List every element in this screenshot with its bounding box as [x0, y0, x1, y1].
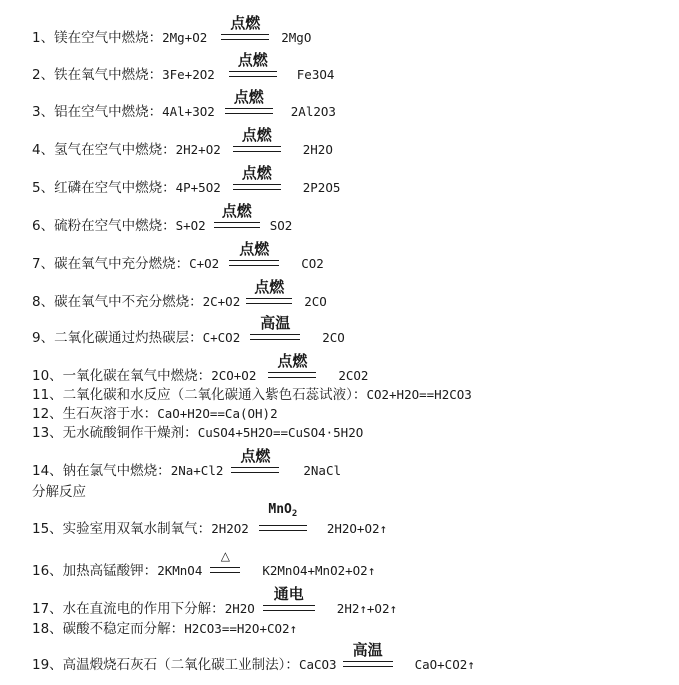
section-heading-decomposition — [32, 484, 86, 500]
line-label: 1、镁在空气中燃烧： — [32, 30, 163, 46]
reaction-condition — [214, 202, 260, 230]
reactants: S+O2 — [175, 218, 206, 233]
condition-text: 高温 — [352, 641, 383, 659]
reactants: 2H2O — [224, 601, 255, 616]
equation-line-3 — [32, 88, 336, 120]
reactants: 2CO+O2 — [211, 368, 257, 383]
equation-line-5 — [32, 164, 341, 196]
equation: CaO+H2O==Ca(OH)2 — [157, 406, 278, 421]
condition-text: 点燃 — [237, 51, 268, 69]
catalyst-formula: MnO — [268, 502, 292, 517]
line-label: 18、碳酸不稳定而分解： — [32, 621, 185, 637]
double-bar-icon — [343, 661, 393, 667]
reaction-condition — [343, 641, 393, 669]
products: 2H2O+O2↑ — [326, 521, 388, 536]
section-heading: 分解反应 — [32, 484, 86, 500]
equation-line-7 — [32, 240, 324, 272]
line-label: 16、加热高锰酸钾： — [32, 563, 158, 579]
reaction-condition — [259, 502, 307, 533]
products: 2CO — [304, 294, 327, 309]
line-label: 4、氢气在空气中燃烧： — [32, 142, 176, 158]
line-label: 2、铁在氧气中燃烧： — [32, 67, 163, 83]
reaction-condition — [221, 14, 269, 42]
reaction-condition — [233, 164, 281, 192]
double-bar-icon — [221, 34, 269, 40]
condition-text: 点燃 — [241, 164, 272, 182]
condition-text: 点燃 — [240, 447, 271, 465]
reactants: 2H2O2 — [211, 521, 249, 536]
equation-line-2 — [32, 51, 335, 83]
equation-line-12 — [32, 406, 278, 422]
condition-text: 点燃 — [230, 14, 261, 32]
condition-text — [259, 502, 307, 522]
reaction-condition — [250, 314, 300, 342]
double-bar-icon — [225, 108, 273, 114]
line-label: 10、一氧化碳在氧气中燃烧： — [32, 368, 212, 384]
equation-line-19 — [32, 641, 475, 673]
equation-line-1 — [32, 14, 312, 46]
reaction-condition — [210, 549, 240, 575]
line-label: 12、生石灰溶于水： — [32, 406, 158, 422]
reactants: 2Mg+O2 — [162, 30, 208, 45]
products: 2CO — [322, 330, 345, 345]
condition-text: 点燃 — [254, 278, 285, 296]
condition-text: 点燃 — [221, 202, 252, 220]
equation: H2CO3==H2O+CO2↑ — [184, 621, 298, 636]
reactants: C+CO2 — [202, 330, 241, 345]
line-label: 19、高温煅烧石灰石（二氧化碳工业制法）： — [32, 657, 299, 673]
products: K2MnO4+MnO2+O2↑ — [262, 563, 376, 578]
double-bar-icon — [214, 222, 260, 228]
reactants: 2H2+O2 — [175, 142, 221, 157]
condition-text: 点燃 — [233, 88, 264, 106]
equation-line-16 — [32, 549, 376, 579]
double-bar-icon — [263, 605, 315, 611]
reactants: 2C+O2 — [202, 294, 241, 309]
reactants: 3Fe+2O2 — [162, 67, 215, 82]
line-label: 11、二氧化碳和水反应（二氧化碳通入紫色石蕊试液）： — [32, 387, 367, 403]
condition-text: 通电 — [273, 585, 304, 603]
reaction-condition — [229, 51, 277, 79]
double-bar-icon — [210, 567, 240, 573]
equation-line-11 — [32, 387, 472, 403]
equation-line-14 — [32, 447, 342, 479]
equation-line-10 — [32, 352, 369, 384]
line-label: 13、无水硫酸铜作干燥剂： — [32, 425, 198, 441]
equation-line-4 — [32, 126, 333, 158]
line-label: 17、水在直流电的作用下分解： — [32, 601, 225, 617]
reactants: 2KMnO4 — [157, 563, 203, 578]
products: 2NaCl — [303, 463, 342, 478]
equation-line-8 — [32, 278, 327, 310]
reaction-condition — [225, 88, 273, 116]
products: 2H2↑+O2↑ — [336, 601, 398, 616]
double-bar-icon — [259, 525, 307, 531]
condition-text: 点燃 — [277, 352, 308, 370]
products: 2MgO — [281, 30, 312, 45]
catalyst-subscript: 2 — [291, 509, 298, 519]
equation-line-17 — [32, 585, 398, 617]
products: SO2 — [269, 218, 293, 233]
equation-line-18 — [32, 621, 297, 637]
products: Fe3O4 — [296, 67, 335, 82]
equation: CuSO4+5H2O==CuSO4·5H2O — [197, 425, 364, 440]
products: 2H2O — [302, 142, 333, 157]
double-bar-icon — [233, 184, 281, 190]
condition-text: 点燃 — [241, 126, 272, 144]
reaction-condition — [233, 126, 281, 154]
products: 2P2O5 — [302, 180, 341, 195]
reaction-condition — [263, 585, 315, 613]
equation-line-13 — [32, 425, 363, 441]
line-label: 7、碳在氧气中充分燃烧： — [32, 256, 190, 272]
reactants: C+O2 — [189, 256, 220, 271]
double-bar-icon — [268, 372, 316, 378]
products: 2CO2 — [338, 368, 369, 383]
double-bar-icon — [246, 298, 292, 304]
products: CO2 — [301, 256, 324, 271]
line-label: 9、二氧化碳通过灼热碳层： — [32, 330, 203, 346]
equation-line-9 — [32, 314, 345, 346]
reactants: 2Na+Cl2 — [170, 463, 224, 478]
double-bar-icon — [229, 71, 277, 77]
double-bar-icon — [229, 260, 279, 266]
double-bar-icon — [233, 146, 281, 152]
reactants: CaCO3 — [298, 657, 337, 672]
equation-line-6 — [32, 202, 293, 234]
double-bar-icon — [250, 334, 300, 340]
line-label: 14、钠在氯气中燃烧： — [32, 463, 171, 479]
line-label: 3、铝在空气中燃烧： — [32, 104, 163, 120]
reaction-condition — [229, 240, 279, 268]
line-label: 15、实验室用双氧水制氧气： — [32, 521, 212, 537]
condition-text: 高温 — [260, 314, 291, 332]
reaction-condition — [231, 447, 279, 475]
products: CaO+CO2↑ — [414, 657, 475, 672]
reaction-condition — [246, 278, 292, 306]
double-bar-icon — [231, 467, 279, 473]
line-label: 8、碳在氧气中不充分燃烧： — [32, 294, 203, 310]
line-label: 6、硫粉在空气中燃烧： — [32, 218, 176, 234]
products: 2Al2O3 — [290, 104, 336, 119]
equation: CO2+H2O==H2CO3 — [366, 387, 472, 402]
reactants: 4Al+3O2 — [162, 104, 215, 119]
reaction-condition — [268, 352, 316, 380]
equation-line-15 — [32, 502, 388, 537]
condition-text: 点燃 — [239, 240, 270, 258]
line-label: 5、红磷在空气中燃烧： — [32, 180, 176, 196]
reactants: 4P+5O2 — [175, 180, 221, 195]
heat-icon: △ — [220, 549, 230, 563]
